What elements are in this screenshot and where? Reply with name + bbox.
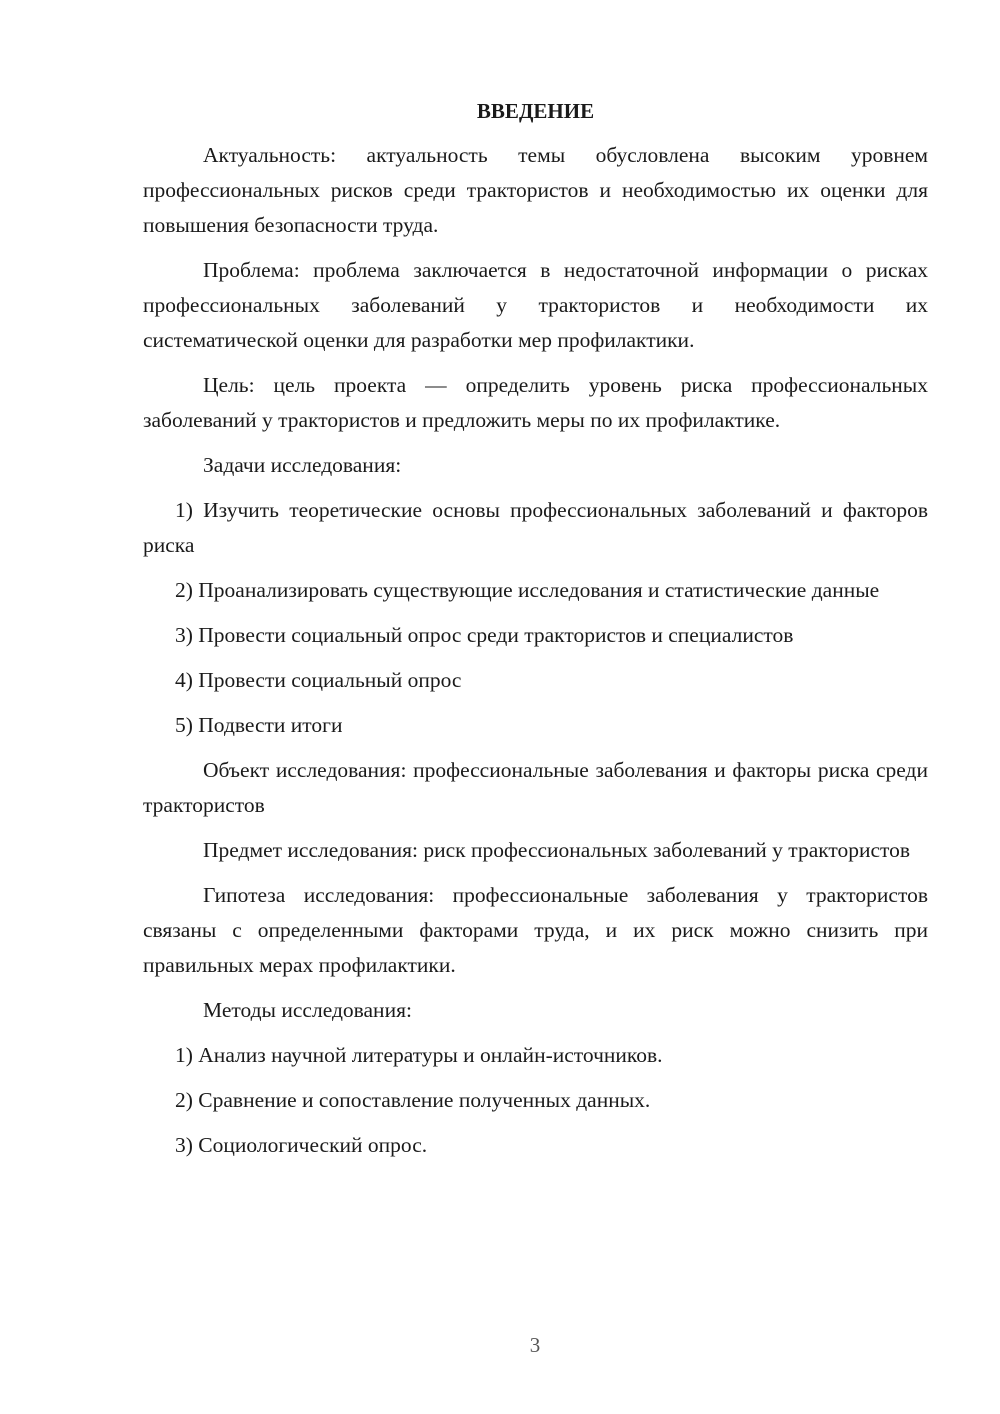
task-item: 3) Провести социальный опрос среди трактористов и специалистов [175, 623, 794, 647]
subject-paragraph: Предмет исследования: риск профессиональных заболеваний у трактористов [203, 838, 911, 862]
method-item: 3) Социологический опрос. [175, 1133, 428, 1157]
method-item: 1) Анализ научной литературы и онлайн-источников. [175, 1043, 663, 1067]
task-item: 1) Изучить теоретические основы профессиональных заболеваний и факторов риска [143, 498, 928, 557]
object-paragraph: Объект исследования: профессиональные заболевания и факторы риска среди трактористов [143, 758, 928, 817]
goal-paragraph: Цель: цель проекта — определить уровень риска профессиональных заболеваний у трактористов и предложить меры по их профилактике. [143, 373, 928, 432]
task-item: 4) Провести социальный опрос [175, 668, 462, 692]
methods-title: Методы исследования: [203, 998, 412, 1022]
relevance-paragraph: Актуальность: актуальность темы обусловлена высоким уровнем профессиональных рисков среди трактористов и необходимостью их оценки для повышения безопасности труда. [143, 143, 928, 237]
section-heading: ВВЕДЕНИЕ [476, 99, 595, 123]
task-item: 2) Проанализировать существующие исследования и статистические данные [175, 578, 880, 602]
page-number: 3 [529, 1333, 541, 1357]
document-page [143, 95, 928, 1173]
method-item: 2) Сравнение и сопоставление полученных данных. [175, 1088, 651, 1112]
tasks-title: Задачи исследования: [203, 453, 402, 477]
problem-paragraph: Проблема: проблема заключается в недостаточной информации о рисках профессиональных заболеваний у трактористов и необходимости их систематической оценки для разработки мер профилактики. [143, 258, 928, 352]
task-item: 5) Подвести итоги [175, 713, 343, 737]
hypothesis-paragraph: Гипотеза исследования: профессиональные заболевания у трактористов связаны с определенными факторами труда, и их риск можно снизить при правильных мерах профилактики. [143, 883, 928, 977]
